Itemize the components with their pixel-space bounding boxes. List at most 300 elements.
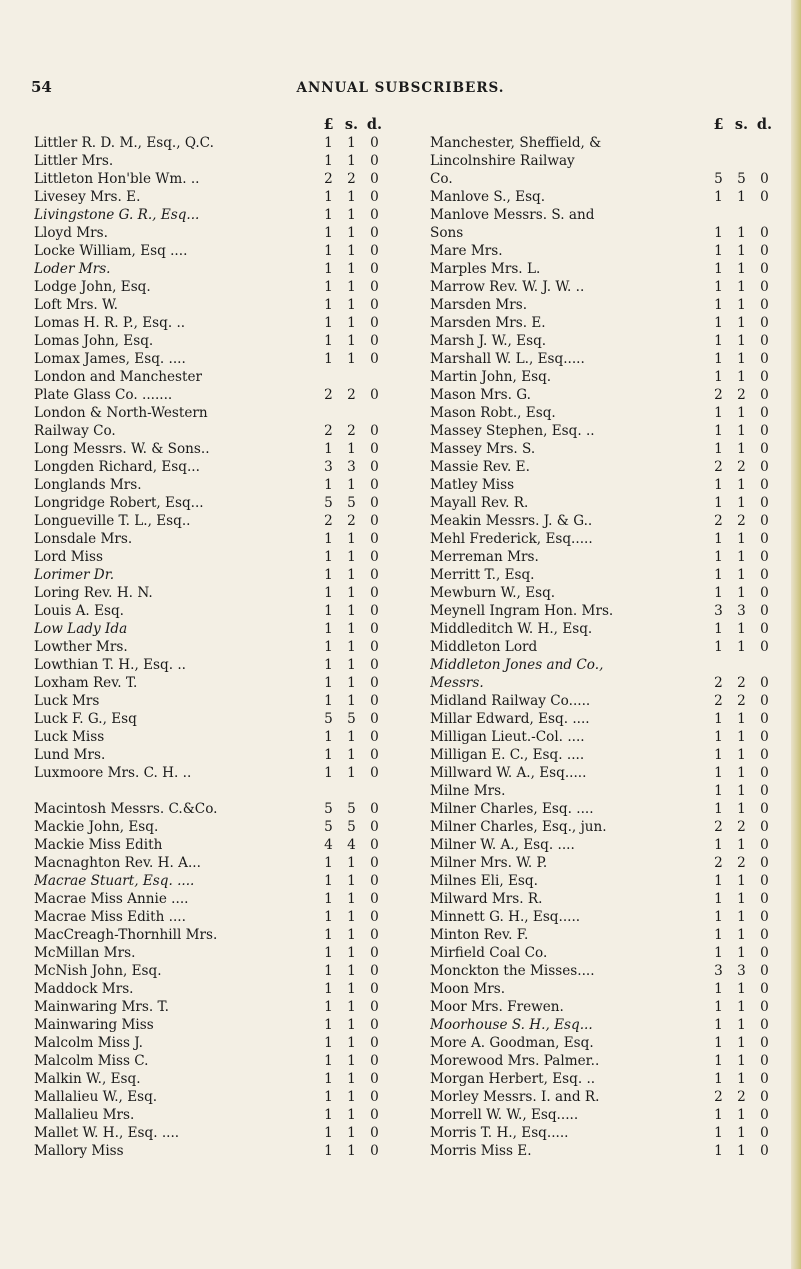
subscriber-row [34,368,386,386]
subscriber-row [430,782,776,800]
right-subscriber-list [430,134,776,1160]
subscriber-name: Lord Miss [34,549,103,565]
pence-value: 0 [760,837,769,853]
shillings-value: 1 [737,279,746,295]
pence-value: 0 [370,999,379,1015]
subscriber-name: Morewood Mrs. Palmer.. [430,1053,600,1069]
subscriber-name: Millar Edward, Esq. .... [430,711,590,727]
pence-value: 0 [760,459,769,475]
subscriber-row [34,152,386,170]
shillings-value: 1 [347,153,356,169]
pence-value: 0 [760,1035,769,1051]
shillings-value: 1 [347,1125,356,1141]
pounds-value: 1 [714,873,723,889]
pence-value: 0 [760,945,769,961]
subscriber-name: Monckton the Misses.... [430,963,595,979]
subscriber-row [34,1124,386,1142]
pounds-value: 1 [714,243,723,259]
pence-value: 0 [760,891,769,907]
pence-value: 0 [760,819,769,835]
subscriber-name: Mare Mrs. [430,243,503,259]
pence-value: 0 [370,243,379,259]
subscriber-row [34,872,386,890]
shillings-value: 1 [347,279,356,295]
subscriber-row [430,566,776,584]
shillings-value: 1 [737,1053,746,1069]
pence-value: 0 [760,981,769,997]
pounds-value: 1 [714,801,723,817]
subscriber-name: Matley Miss [430,477,515,493]
shillings-value: 1 [347,945,356,961]
subscriber-name: Macrae Stuart, Esq. .... [34,873,195,889]
pounds-value [317,368,340,386]
pence-value: 0 [760,549,769,565]
pence-value: 0 [760,243,769,259]
subscriber-name: Massie Rev. E. [430,459,530,475]
subscriber-row [430,350,776,368]
subscriber-name: Moor Mrs. Frewen. [430,999,564,1015]
subscriber-name: Luxmoore Mrs. C. H. .. [34,765,192,781]
pounds-value: 5 [324,819,333,835]
subscriber-name: Macrae Miss Annie .... [34,891,189,907]
subscriber-row [34,620,386,638]
pounds-value: 1 [714,945,723,961]
shillings-value: 5 [347,495,356,511]
subscriber-name: Mehl Frederick, Esq..... [430,531,593,547]
subscriber-row [34,602,386,620]
left-subscriber-list [34,134,386,1160]
pence-value: 0 [370,1107,379,1123]
pence-value: 0 [370,261,379,277]
pence-value: 0 [370,1053,379,1069]
subscriber-name: Lowthian T. H., Esq. .. [34,657,187,673]
subscriber-name: Lomas H. R. P., Esq. .. [34,315,186,331]
subscriber-name: Milne Mrs. [430,783,506,799]
shillings-value: 1 [347,855,356,871]
pence-value: 0 [760,783,769,799]
shillings-value: 1 [737,873,746,889]
pounds-value: 1 [324,855,333,871]
subscriber-row [430,764,776,782]
pounds-value: 2 [714,459,723,475]
shillings-value: 5 [347,819,356,835]
pounds-value: 5 [324,711,333,727]
subscriber-name: Mallalieu Mrs. [34,1107,135,1123]
subscriber-name: Livesey Mrs. E. [34,189,141,205]
pence-value: 0 [370,873,379,889]
subscriber-row [34,242,386,260]
pence-value: 0 [370,351,379,367]
pounds-value: 1 [324,1143,333,1159]
subscriber-row [34,890,386,908]
pounds-value: 1 [324,585,333,601]
subscriber-name: Maddock Mrs. [34,981,134,997]
pounds-value: 1 [324,351,333,367]
pounds-value: 1 [324,243,333,259]
pence-value: 0 [370,639,379,655]
shillings-value: 1 [347,963,356,979]
shillings-value: 1 [737,531,746,547]
shillings-value: 2 [737,387,746,403]
pounds-value: 1 [714,909,723,925]
pence-value [363,368,386,386]
subscriber-row [34,1034,386,1052]
subscriber-name: Littler Mrs. [34,153,114,169]
header-spacer [430,116,707,134]
subscriber-name: Morris T. H., Esq..... [430,1125,569,1141]
pounds-value: 1 [324,297,333,313]
pence-value: 0 [370,1035,379,1051]
pence-value: 0 [760,963,769,979]
subscriber-name: Meakin Messrs. J. & G.. [430,513,593,529]
subscriber-name: Martin John, Esq. [430,369,552,385]
shillings-value: 1 [737,351,746,367]
pounds-value [707,134,730,152]
shillings-value: 1 [347,729,356,745]
shillings-value: 1 [737,765,746,781]
pounds-value: 2 [714,1089,723,1105]
shillings-value [730,134,753,152]
pence-value: 0 [370,747,379,763]
subscriber-name: Longlands Mrs. [34,477,142,493]
shillings-value: 1 [737,909,746,925]
pounds-value: 1 [324,315,333,331]
pounds-value: 1 [324,693,333,709]
shillings-value: 1 [737,729,746,745]
subscriber-row [34,818,386,836]
pence-value: 0 [760,297,769,313]
pence-value: 0 [370,135,379,151]
subscriber-row [430,224,776,242]
subscriber-row [34,746,386,764]
subscriber-row [430,188,776,206]
shillings-value: 5 [347,801,356,817]
subscriber-name: Macnaghton Rev. H. A... [34,855,201,871]
pence-value: 0 [370,477,379,493]
pounds-value: 1 [324,207,333,223]
subscriber-row [34,566,386,584]
subscriber-row [34,692,386,710]
subscriber-name: Loft Mrs. W. [34,297,118,313]
subscriber-name: Long Messrs. W. & Sons.. [34,441,210,457]
shillings-value: 1 [737,261,746,277]
pounds-value: 1 [714,747,723,763]
subscriber-name: Plate Glass Co. ....... [34,387,173,403]
pence-value: 0 [370,855,379,871]
pence-value: 0 [760,225,769,241]
pounds-value: 1 [324,279,333,295]
shillings-value: 1 [347,207,356,223]
subscriber-name: Lincolnshire Railway [430,153,575,169]
subscriber-name: Merreman Mrs. [430,549,539,565]
shillings-value: 1 [737,837,746,853]
subscriber-name: Macintosh Messrs. C.&Co. [34,801,218,817]
subscriber-row [430,854,776,872]
subscriber-row [34,170,386,188]
subscriber-name: Marsh J. W., Esq. [430,333,547,349]
shillings-value: 2 [737,819,746,835]
pounds-value: 1 [714,927,723,943]
shillings-value: 1 [737,639,746,655]
subscriber-name: McMillan Mrs. [34,945,136,961]
subscriber-row [430,872,776,890]
subscriber-row [430,728,776,746]
shillings-value: 1 [347,639,356,655]
subscriber-name: Luck F. G., Esq [34,711,137,727]
pounds-value: 2 [324,423,333,439]
shillings-value: 1 [347,225,356,241]
subscriber-name: Milner Charles, Esq. .... [430,801,594,817]
pounds-value: 1 [714,1125,723,1141]
shillings-value [340,782,363,800]
pence-value: 0 [760,603,769,619]
subscriber-row [430,368,776,386]
pounds-value: 1 [324,153,333,169]
pence-value: 0 [370,585,379,601]
shillings-value: 1 [737,891,746,907]
subscriber-row [430,944,776,962]
shillings-value: 3 [347,459,356,475]
subscriber-name: Middleton Jones and Co., [430,657,604,673]
shillings-value: 1 [347,1071,356,1087]
pence-value: 0 [370,891,379,907]
pence-value: 0 [370,459,379,475]
shillings-value: 1 [737,315,746,331]
shillings-value: 1 [347,189,356,205]
shillings-value: 1 [347,261,356,277]
pence-value: 0 [370,945,379,961]
shillings-value: 1 [347,477,356,493]
shillings-value: 1 [347,981,356,997]
subscriber-row [430,746,776,764]
subscriber-row [430,638,776,656]
pounds-value: 2 [324,171,333,187]
pence-value: 0 [760,1143,769,1159]
subscriber-row [430,584,776,602]
pounds-value: 1 [714,549,723,565]
subscriber-name: Low Lady Ida [34,621,128,637]
pence-value: 0 [760,765,769,781]
subscriber-name: Milner W. A., Esq. .... [430,837,575,853]
subscriber-name: Locke William, Esq .... [34,243,188,259]
shillings-value: 2 [737,675,746,691]
subscriber-row [34,1106,386,1124]
pounds-value: 1 [714,405,723,421]
shillings-value: 1 [347,765,356,781]
pounds-value: 2 [714,387,723,403]
subscriber-row [34,764,386,782]
pence-value: 0 [760,405,769,421]
subscriber-name: Mewburn W., Esq. [430,585,556,601]
pounds-value: 1 [324,333,333,349]
pence-value: 0 [370,981,379,997]
subscriber-row [430,314,776,332]
subscriber-row [430,440,776,458]
right-currency-header [430,116,776,134]
subscriber-name: Massey Stephen, Esq. .. [430,423,595,439]
subscriber-name: Malcolm Miss C. [34,1053,149,1069]
right-column [430,116,776,1160]
subscriber-row [430,908,776,926]
pence-value: 0 [370,423,379,439]
subscriber-name: Littleton Hon'ble Wm. .. [34,171,200,187]
pounds-value: 1 [324,999,333,1015]
pounds-value: 1 [324,873,333,889]
shillings-value: 1 [347,549,356,565]
pence-value: 0 [370,693,379,709]
subscriber-row [34,206,386,224]
subscriber-name: Longridge Robert, Esq... [34,495,204,511]
subscriber-name: Milnes Eli, Esq. [430,873,538,889]
subscriber-name: Co. [430,171,453,187]
subscriber-row [34,386,386,404]
shillings-value: 1 [737,783,746,799]
pence-value: 0 [760,441,769,457]
shillings-value: 2 [347,387,356,403]
shillings-value [730,656,753,674]
pence-value: 0 [760,495,769,511]
pounds-value: 5 [324,495,333,511]
pence-value: 0 [760,531,769,547]
subscriber-row [430,1142,776,1160]
subscriber-name: Sons [430,225,464,241]
shillings-value: 1 [347,441,356,457]
subscriber-name: Morgan Herbert, Esq. .. [430,1071,596,1087]
pounds-value: 2 [324,387,333,403]
subscriber-row [430,458,776,476]
shillings-value: 2 [347,513,356,529]
pounds-value: 1 [324,603,333,619]
shillings-value: 1 [347,1107,356,1123]
subscriber-name: Mackie John, Esq. [34,819,159,835]
subscriber-row [430,692,776,710]
subscriber-name: Livingstone G. R., Esq... [34,207,200,223]
pence-value: 0 [760,1017,769,1033]
subscriber-row [430,962,776,980]
pence-value: 0 [760,423,769,439]
subscriber-row [34,548,386,566]
pence-value: 0 [370,567,379,583]
subscriber-row [430,404,776,422]
pence-value: 0 [760,1107,769,1123]
subscriber-name: More A. Goodman, Esq. [430,1035,594,1051]
subscriber-name: Manlove S., Esq. [430,189,546,205]
pence-value: 0 [370,819,379,835]
subscriber-name: Malkin W., Esq. [34,1071,141,1087]
pounds-value: 1 [324,1107,333,1123]
pence-value: 0 [370,279,379,295]
pence-value: 0 [370,657,379,673]
pounds-value: 1 [714,639,723,655]
pence-value: 0 [370,729,379,745]
shillings-value: 1 [347,675,356,691]
page-number: 54 [31,78,52,96]
subscriber-row [34,836,386,854]
pounds-value: 2 [714,513,723,529]
pence-value: 0 [760,513,769,529]
subscriber-name: Moon Mrs. [430,981,506,997]
shillings-value: 1 [737,1125,746,1141]
subscriber-row [34,1088,386,1106]
shillings-value: 1 [347,1089,356,1105]
pence-value: 0 [370,171,379,187]
pounds-value: 1 [714,369,723,385]
pence-value: 0 [370,765,379,781]
shillings-value: 1 [347,333,356,349]
subscriber-row [34,134,386,152]
pence-value [753,134,776,152]
subscriber-name: Massey Mrs. S. [430,441,536,457]
pounds-value: 1 [714,1107,723,1123]
pounds-value [317,404,340,422]
pounds-value: 1 [324,639,333,655]
pounds-value: 1 [324,567,333,583]
subscriber-name: Milligan Lieut.-Col. .... [430,729,585,745]
pounds-value: 1 [714,765,723,781]
subscriber-name: Littler R. D. M., Esq., Q.C. [34,135,214,151]
pounds-value: 1 [714,1035,723,1051]
subscriber-row [430,1052,776,1070]
pounds-value: 1 [714,333,723,349]
shillings-value: 1 [737,1143,746,1159]
pounds-value: 1 [324,747,333,763]
pounds-value: 1 [714,999,723,1015]
subscriber-name: Messrs. [430,675,484,691]
pounds-value: 1 [714,261,723,277]
subscriber-name: Meynell Ingram Hon. Mrs. [430,603,614,619]
shillings-value: 1 [347,693,356,709]
shillings-value: 1 [737,333,746,349]
subscriber-row [430,386,776,404]
shillings-value: 1 [737,369,746,385]
pounds-value: 1 [324,1089,333,1105]
shillings-value: 1 [347,1017,356,1033]
pounds-value: 1 [714,225,723,241]
subscriber-name: Mason Mrs. G. [430,387,531,403]
pence-value: 0 [760,873,769,889]
subscriber-row [430,530,776,548]
pence-value: 0 [760,279,769,295]
subscriber-name: Manchester, Sheffield, & [430,135,602,151]
pounds-value: 1 [324,945,333,961]
pounds-value: 1 [324,1017,333,1033]
subscriber-row [430,1106,776,1124]
pence-value: 0 [760,171,769,187]
subscriber-row [430,1124,776,1142]
shillings-value: 2 [737,855,746,871]
pence-value: 0 [760,621,769,637]
pounds-value: 1 [714,585,723,601]
subscriber-name: Mallory Miss [34,1143,124,1159]
shillings-value: 1 [737,567,746,583]
pence-header: d. [756,116,773,133]
pence-value: 0 [760,1089,769,1105]
subscriber-row [430,1070,776,1088]
subscriber-name: Macrae Miss Edith .... [34,909,186,925]
pounds-value: 1 [324,1071,333,1087]
subscriber-row [430,836,776,854]
shillings-value: 1 [347,909,356,925]
shillings-value: 1 [737,1071,746,1087]
pence-value: 0 [370,603,379,619]
pounds-value: 2 [324,513,333,529]
subscriber-name: Marrow Rev. W. J. W. .. [430,279,585,295]
left-currency-header [34,116,386,134]
pounds-value: 5 [714,171,723,187]
pounds-value [317,782,340,800]
pounds-value: 1 [714,1017,723,1033]
pence-value: 0 [760,1053,769,1069]
